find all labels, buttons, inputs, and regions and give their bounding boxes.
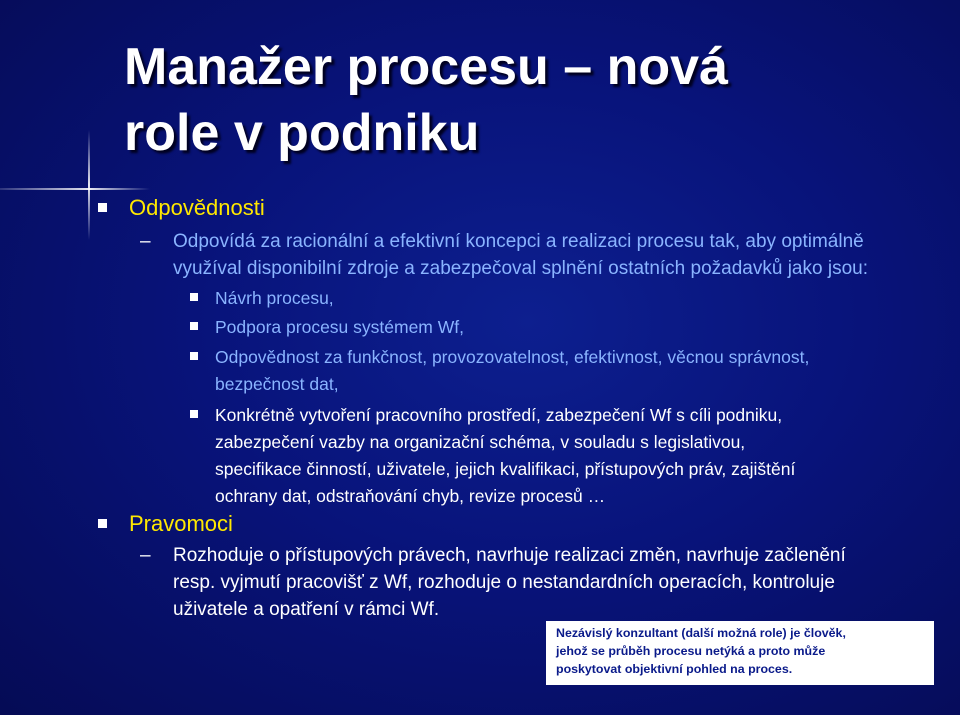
square-bullet-icon <box>98 519 107 528</box>
text-line: využíval disponibilní zdroje a zabezpečoval splnění ostatních požadavků jako jsou: <box>173 258 868 279</box>
square-bullet-icon <box>190 352 198 360</box>
slide-title <box>124 34 924 166</box>
text-line: zabezpečení vazby na organizační schéma, v souladu s legislativou, <box>215 432 746 452</box>
decorative-line-vertical <box>88 130 90 240</box>
dash-bullet-icon: – <box>140 231 151 252</box>
square-bullet-icon <box>190 410 198 418</box>
text-line: Návrh procesu, <box>215 288 334 308</box>
text-line: Podpora procesu systémem Wf, <box>215 317 464 337</box>
text-line: Rozhoduje o přístupových právech, navrhuje realizaci změn, navrhuje začlenění <box>173 545 846 566</box>
square-bullet-icon <box>98 203 107 212</box>
text-line: resp. vyjmutí pracovišť z Wf, rozhoduje o nestandardních operacích, kontroluje <box>173 572 835 593</box>
text-line: Odpovědnost za funkčnost, provozovatelnost, efektivnost, věcnou správnost, <box>215 347 810 367</box>
slide-title-line1: Manažer procesu – nová <box>124 38 728 96</box>
note-line: jehož se průběh procesu netýká a proto může <box>556 644 826 658</box>
text-line: bezpečnost dat, <box>215 374 339 394</box>
text-line: ochrany dat, odstraňování chyb, revize procesů … <box>215 486 606 506</box>
slide-title-line2: role v podniku <box>124 104 480 162</box>
text-line: uživatele a opatření v rámci Wf. <box>173 599 440 620</box>
square-bullet-icon <box>190 293 198 301</box>
text-line: Odpovídá za racionální a efektivní koncepci a realizaci procesu tak, aby optimálně <box>173 231 864 252</box>
section-heading-odpovednosti: Odpovědnosti <box>129 195 265 220</box>
note-line: poskytovat objektivní pohled na proces. <box>556 662 793 676</box>
text-line: specifikace činností, uživatele, jejich kvalifikaci, přístupových práv, zajištění <box>215 459 796 479</box>
subpoint-text <box>173 228 953 282</box>
dash-bullet-icon: – <box>140 545 151 566</box>
square-bullet-icon <box>190 322 198 330</box>
note-line: Nezávislý konzultant (další možná role) je člověk, <box>556 626 846 640</box>
subpoint-text <box>173 542 953 623</box>
section-heading-pravomoci: Pravomoci <box>129 511 233 536</box>
text-line: Konkrétně vytvoření pracovního prostředí, zabezpečení Wf s cíli podniku, <box>215 405 783 425</box>
decorative-line-horizontal <box>0 188 150 190</box>
note-box <box>546 621 934 685</box>
